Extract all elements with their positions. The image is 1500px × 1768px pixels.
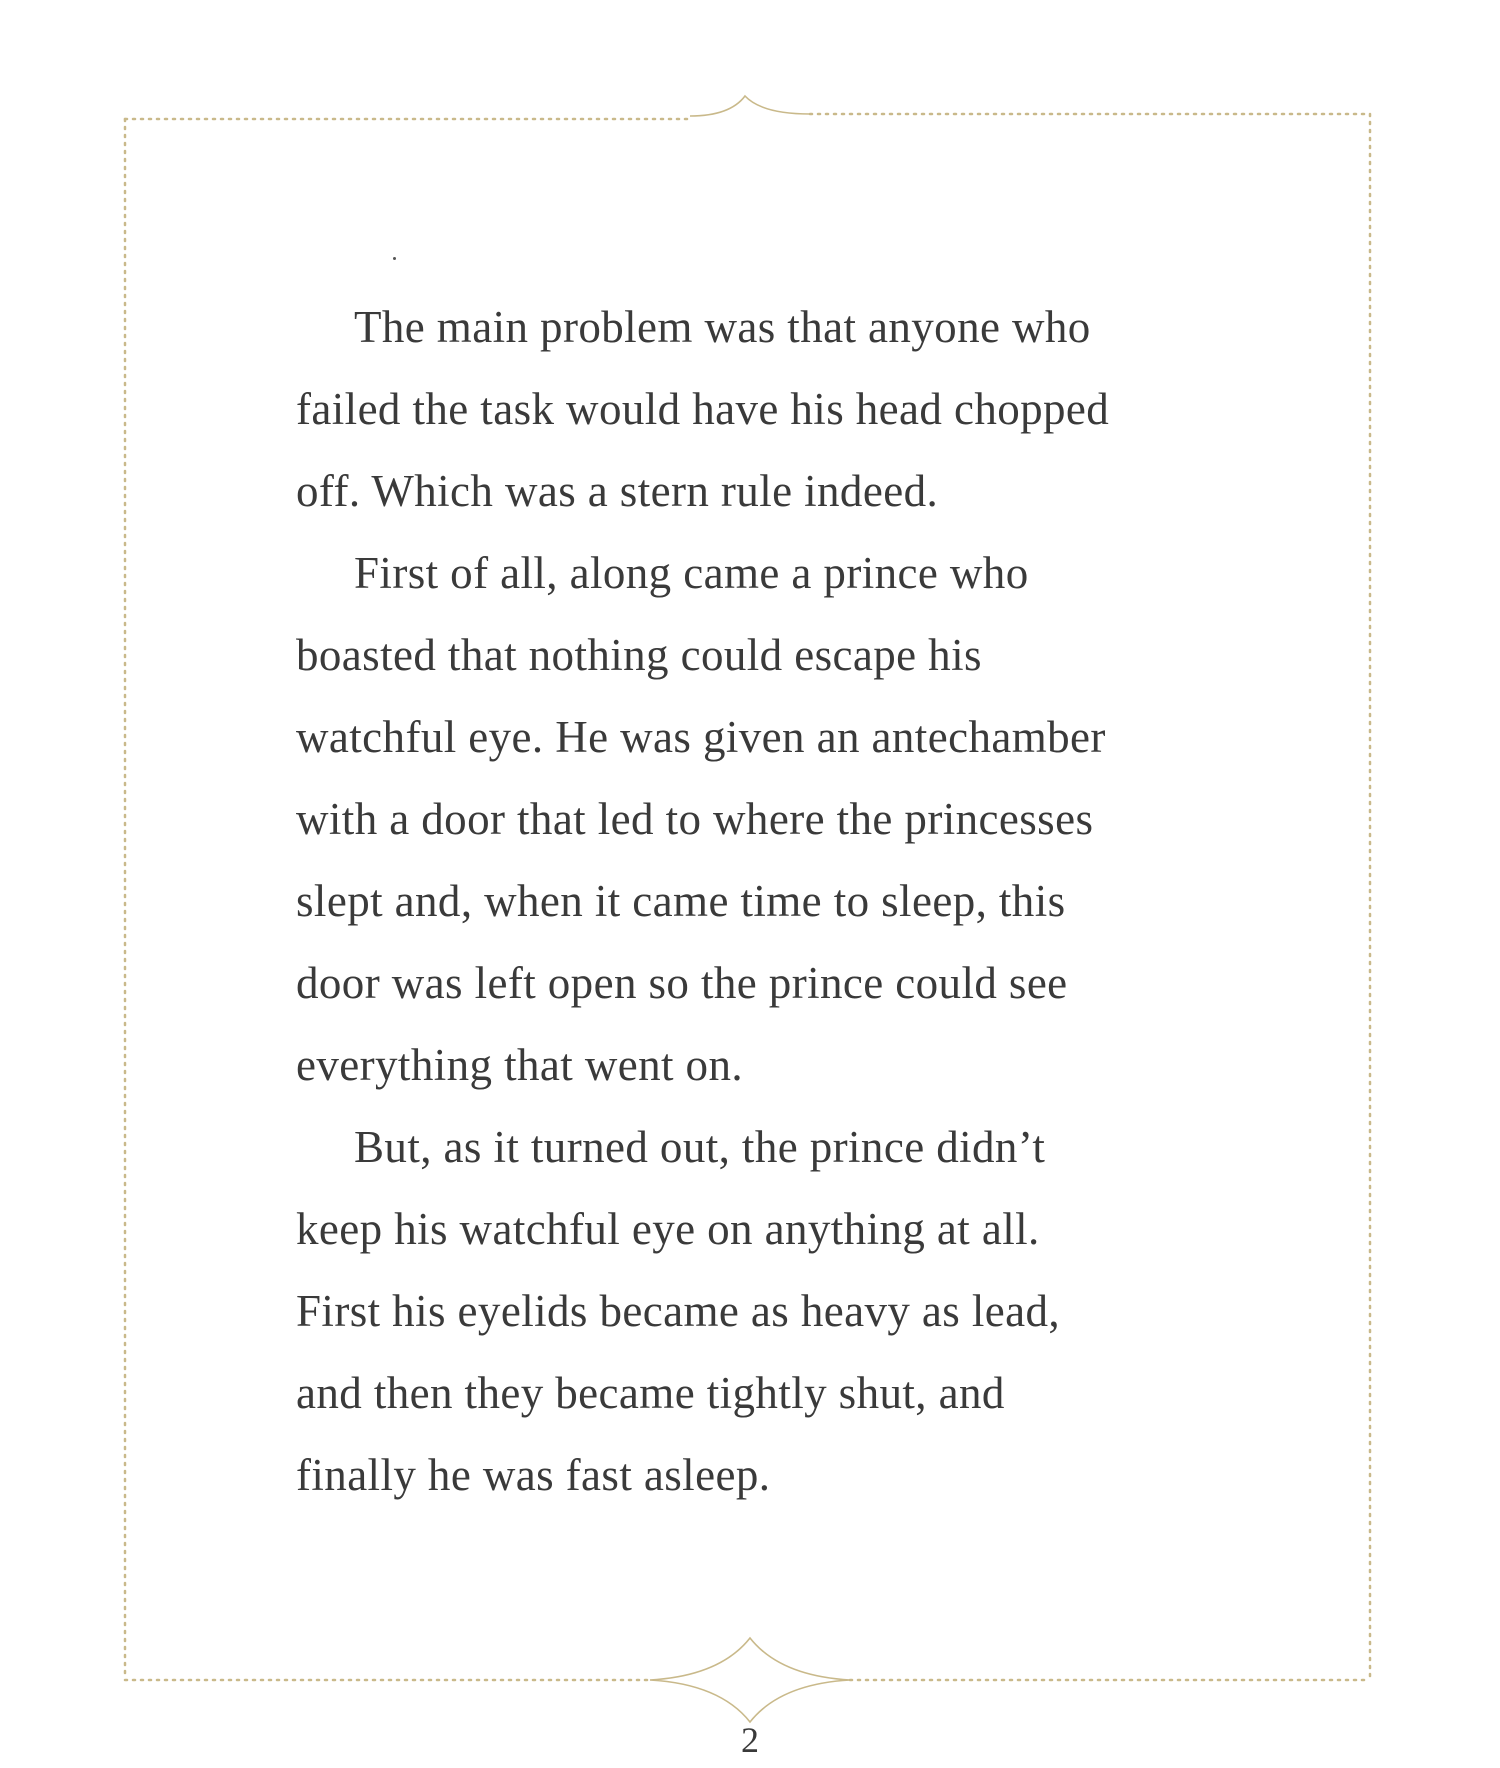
story-text <box>296 286 1236 1516</box>
page-number-ornament <box>650 1638 850 1722</box>
text-line: everything that went on. <box>296 1040 743 1090</box>
text-line: boasted that nothing could escape his <box>296 630 982 680</box>
paragraph-3 <box>296 1106 1236 1516</box>
text-line: First of all, along came a prince who <box>354 548 1029 598</box>
text-line: and then they became tightly shut, and <box>296 1368 1005 1418</box>
print-speck <box>393 257 396 260</box>
paragraph-1 <box>296 286 1236 532</box>
text-line: with a door that led to where the princesses <box>296 794 1094 844</box>
text-line: watchful eye. He was given an antechamber <box>296 712 1106 762</box>
top-ornament <box>690 96 810 116</box>
text-line: But, as it turned out, the prince didn’t <box>354 1122 1046 1172</box>
text-line: First his eyelids became as heavy as lead, <box>296 1286 1061 1336</box>
page-number: 2 <box>741 1720 759 1760</box>
text-line: keep his watchful eye on anything at all. <box>296 1204 1040 1254</box>
text-line: slept and, when it came time to sleep, this <box>296 876 1066 926</box>
paragraph-2 <box>296 532 1236 1106</box>
text-line: failed the task would have his head chopped <box>296 384 1110 434</box>
text-line: off. Which was a stern rule indeed. <box>296 466 939 516</box>
text-line: door was left open so the prince could see <box>296 958 1068 1008</box>
text-line: The main problem was that anyone who <box>354 302 1091 352</box>
text-line: finally he was fast asleep. <box>296 1450 771 1500</box>
